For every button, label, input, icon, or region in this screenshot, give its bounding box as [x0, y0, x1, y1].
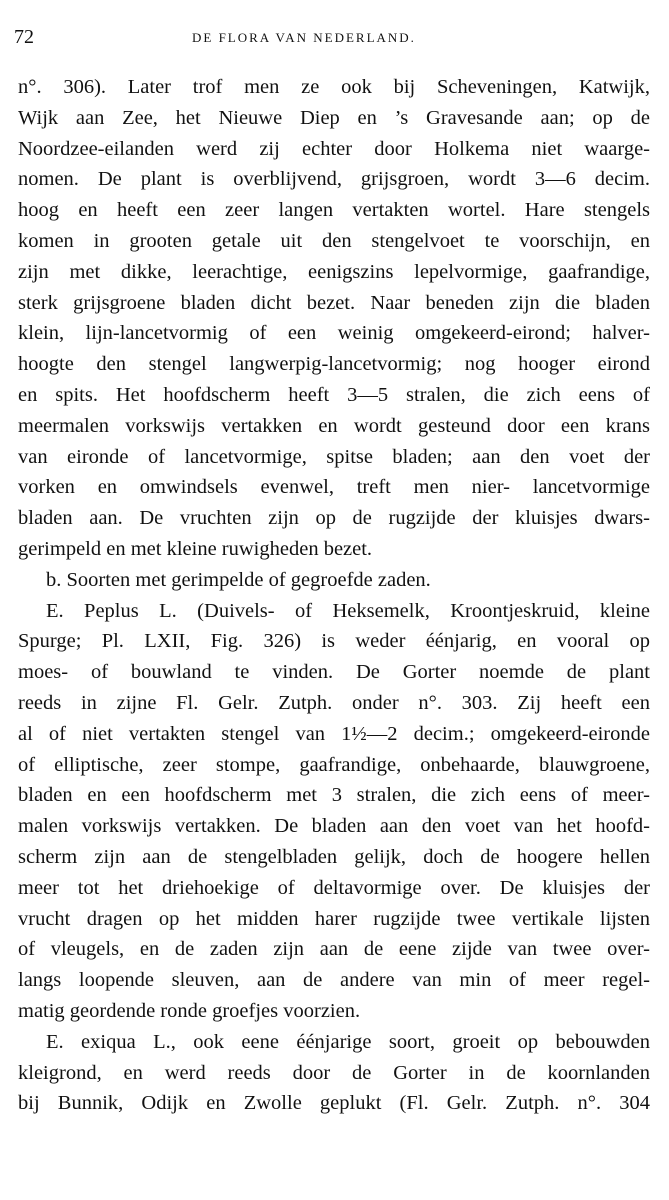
- text-line: hoogte den stengel langwerpig-lancetvormig; nog hooger eirond: [18, 353, 650, 376]
- running-title: DE FLORA VAN NEDERLAND.: [192, 30, 416, 45]
- species-entry-start: E. Peplus L. (Duivels- of Heksemelk, Kroontjeskruid, kleine: [46, 599, 650, 622]
- text-line: nomen. De plant is overblijvend, grijsgroen, wordt 3—6 decim.: [18, 168, 650, 191]
- text-line: van eironde of lancetvormige, spitse bladen; aan den voet der: [18, 445, 650, 468]
- page-number: 72: [14, 26, 34, 48]
- body-text: [18, 72, 650, 1119]
- text-line: malen vorkswijs vertakken. De bladen aan den voet van het hoofd-: [18, 815, 650, 838]
- text-line: kleigrond, en werd reeds door de Gorter in de koornlanden: [18, 1061, 650, 1084]
- text-line: en spits. Het hoofdscherm heeft 3—5 stralen, die zich eens of: [18, 383, 650, 406]
- text-line: scherm zijn aan de stengelbladen gelijk, doch de hoogere hellen: [18, 845, 650, 868]
- text-line: moes- of bouwland te vinden. De Gorter noemde de plant: [18, 661, 650, 684]
- text-line: meermalen vorkswijs vertakken en wordt gesteund door een krans: [18, 414, 650, 437]
- text-line: komen in grooten getale uit den stengelvoet te voorschijn, en: [18, 229, 650, 252]
- text-line: reeds in zijne Fl. Gelr. Zutph. onder n°. 303. Zij heeft een: [18, 691, 650, 714]
- text-line: Noordzee-eilanden werd zij echter door Holkema niet waarge-: [18, 137, 650, 160]
- text-line: langs loopende sleuven, aan de andere van min of meer regel-: [18, 969, 650, 992]
- text-line: vorken en omwindsels evenwel, treft men nier- lancetvormige: [18, 476, 650, 499]
- text-line: bij Bunnik, Odijk en Zwolle geplukt (Fl. Gelr. Zutph. n°. 304: [18, 1092, 650, 1115]
- text-line: matig geordende ronde groefjes voorzien.: [18, 999, 361, 1022]
- text-line: gerimpeld en met kleine ruwigheden bezet.: [18, 537, 373, 560]
- text-line: Wijk aan Zee, het Nieuwe Diep en ’s Gravesande aan; op de: [18, 106, 650, 129]
- text-line: bladen aan. De vruchten zijn op de rugzijde der kluisjes dwars-: [18, 507, 650, 530]
- section-heading: b. Soorten met gerimpelde of gegroefde zaden.: [46, 568, 431, 591]
- text-line: zijn met dikke, leerachtige, eenigszins lepelvormige, gaafrandige,: [18, 260, 650, 283]
- text-line: of vleugels, en de zaden zijn aan de eene zijde van twee over-: [18, 938, 650, 961]
- text-line: of elliptische, zeer stompe, gaafrandige, onbehaarde, blauwgroene,: [18, 753, 650, 776]
- text-line: al of niet vertakten stengel van 1½—2 decim.; omgekeerd-eironde: [18, 722, 650, 745]
- text-line: bladen en een hoofdscherm met 3 stralen, die zich eens of meer-: [18, 784, 650, 807]
- text-line: n°. 306). Later trof men ze ook bij Scheveningen, Katwijk,: [18, 76, 650, 98]
- text-line: klein, lijn-lancetvormig of een weinig omgekeerd-eirond; halver-: [18, 322, 650, 345]
- text-line: meer tot het driehoekige of deltavormige over. De kluisjes der: [18, 876, 650, 899]
- page-header: [14, 26, 654, 50]
- species-entry-start: E. exiqua L., ook eene éénjarige soort, groeit op bebouwden: [46, 1030, 650, 1053]
- text-line: vrucht dragen op het midden harer rugzijde twee vertikale lijsten: [18, 907, 650, 930]
- text-line: hoog en heeft een zeer langen vertakten wortel. Hare stengels: [18, 199, 650, 222]
- text-line: Spurge; Pl. LXII, Fig. 326) is weder éénjarig, en vooral op: [18, 630, 650, 653]
- text-line: sterk grijsgroene bladen dicht bezet. Naar beneden zijn die bladen: [18, 291, 650, 314]
